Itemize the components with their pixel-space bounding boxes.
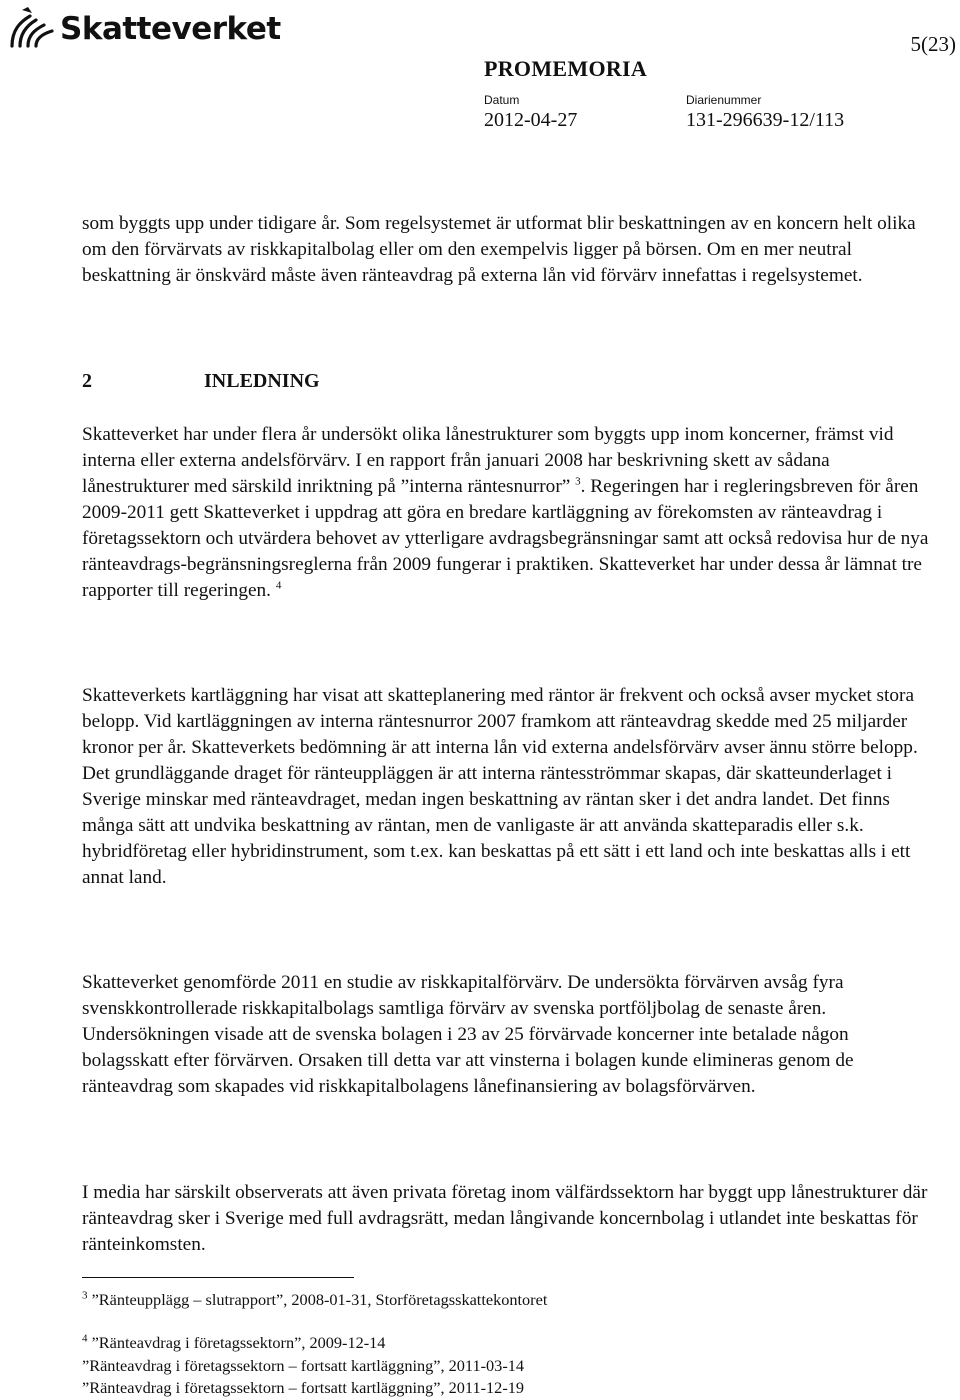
diary-number-value: 131-296639-12/113 bbox=[686, 109, 845, 131]
crown-logo-icon bbox=[6, 6, 56, 52]
footnote-divider bbox=[82, 1277, 354, 1278]
diary-number-label: Diarienummer bbox=[686, 93, 762, 107]
section-number: 2 bbox=[82, 370, 92, 392]
footnote-number: 3 bbox=[82, 1289, 88, 1302]
paragraph-media: I media har särskilt observerats att även privata företag inom välfärdssektorn har byggt upp lånestrukturer där ränteavdrag sker i Sverige med full avdragsrätt, medan långivande koncernbolag i utlandet inte beskattas för ränteinkomsten. bbox=[82, 1182, 928, 1255]
footnote-4-line-3: ”Ränteavdrag i företagssektorn – fortsatt kartläggning”, 2011-12-19 bbox=[82, 1378, 525, 1397]
document-type: PROMEMORIA bbox=[484, 56, 648, 81]
paragraph-kartlaggning: Skatteverkets kartläggning har visat att skatteplanering med räntor är frekvent och också avser mycket stora belopp. Vid kartläggningen av interna räntesnurror 2007 framkom att ränteavdrag skedde med 25 miljarder kronor per år. Skatteverkets bedömning är att interna lån vid externa andelsförvärv avser ännu större belopp. Det grundläggande draget för ränteuppläggen är att interna räntesströmmar skapas, där skatteunderlaget i Sverige minskar med ränteavdraget, medan ingen beskattning av räntan sker i det andra landet. Det finns många sätt att undvika beskattning av räntan, men de vanligaste är att använda skatteparadis eller s.k. hybridföretag eller hybridinstrument, som t.ex. kan beskattas på ett sätt i ett land och inte beskattas alls i ett annat land. bbox=[82, 685, 918, 888]
footnote-text: ”Ränteupplägg – slutrapport”, 2008-01-31, Storföretagsskattekontoret bbox=[91, 1290, 548, 1309]
skatteverket-logo bbox=[6, 6, 281, 52]
logo-wordmark: Skatteverket bbox=[60, 11, 281, 47]
paragraph-inledning bbox=[82, 422, 932, 604]
footnote-ref: 3 bbox=[575, 475, 581, 488]
date-value: 2012-04-27 bbox=[484, 109, 578, 131]
section-title: INLEDNING bbox=[204, 370, 320, 392]
footnote-text: ”Ränteavdrag i företagssektorn”, 2009-12-14 bbox=[91, 1333, 386, 1352]
paragraph-text: Skatteverket har under flera år undersökt olika lånestrukturer som byggts upp inom koncerner, främst vid interna eller externa andelsförvärv. I en rapport från januari 2008 har beskrivning skett av sådana lånestrukturer med särskild inriktning på ”interna räntesnurror” bbox=[82, 424, 894, 497]
footnote-3 bbox=[82, 1290, 547, 1310]
intro-paragraph: som byggts upp under tidigare år. Som regelsystemet är utformat blir beskattningen av en koncern helt olika om den förvärvats av riskkapitalbolag eller om den exempelvis ligger på börsen. Om en mer neutral beskattning är önskvärd måste även ränteavdrag på externa lån vid förvärv innefattas i regelsystemet. bbox=[82, 213, 916, 286]
paragraph-riskkapital: Skatteverket genomförde 2011 en studie av riskkapitalförvärv. De undersökta förvärven avsåg fyra svenskkontrollerade riskkapitalbolags samtliga förvärv av svenska portföljbolag de senaste åren. Undersökningen visade att de svenska bolagen i 23 av 25 förvärvade koncerner inte betalade någon bolagsskatt efter förvärven. Orsaken till detta var att vinsterna i bolagen kunde elimineras genom de ränteavdrag som skapades vid riskkapitalbolagens lånefinansiering av bolagsförvärven. bbox=[82, 972, 854, 1097]
footnote-4-line-2: ”Ränteavdrag i företagssektorn – fortsatt kartläggning”, 2011-03-14 bbox=[82, 1356, 525, 1375]
page-number: 5(23) bbox=[910, 32, 956, 56]
section-heading bbox=[82, 370, 320, 393]
date-label: Datum bbox=[484, 93, 520, 107]
footnote-ref: 4 bbox=[275, 579, 282, 592]
paragraph-text: . Regeringen har i regleringsbreven för åren 2009-2011 gett Skatteverket i uppdrag att göra en bredare kartläggning av förekomsten av ränteavdrag i företagssektorn och utvärdera behovet av ytterligare avdragsbegränsningar samt att också redovisa hur de nya ränteavdrags-begränsningsreglerna från 2009 fungerar i praktiken. Skatteverket har under dessa år lämnat tre rapporter till regeringen. bbox=[82, 476, 929, 601]
footnote-number: 4 bbox=[82, 1332, 88, 1345]
footnote-4 bbox=[82, 1333, 385, 1353]
